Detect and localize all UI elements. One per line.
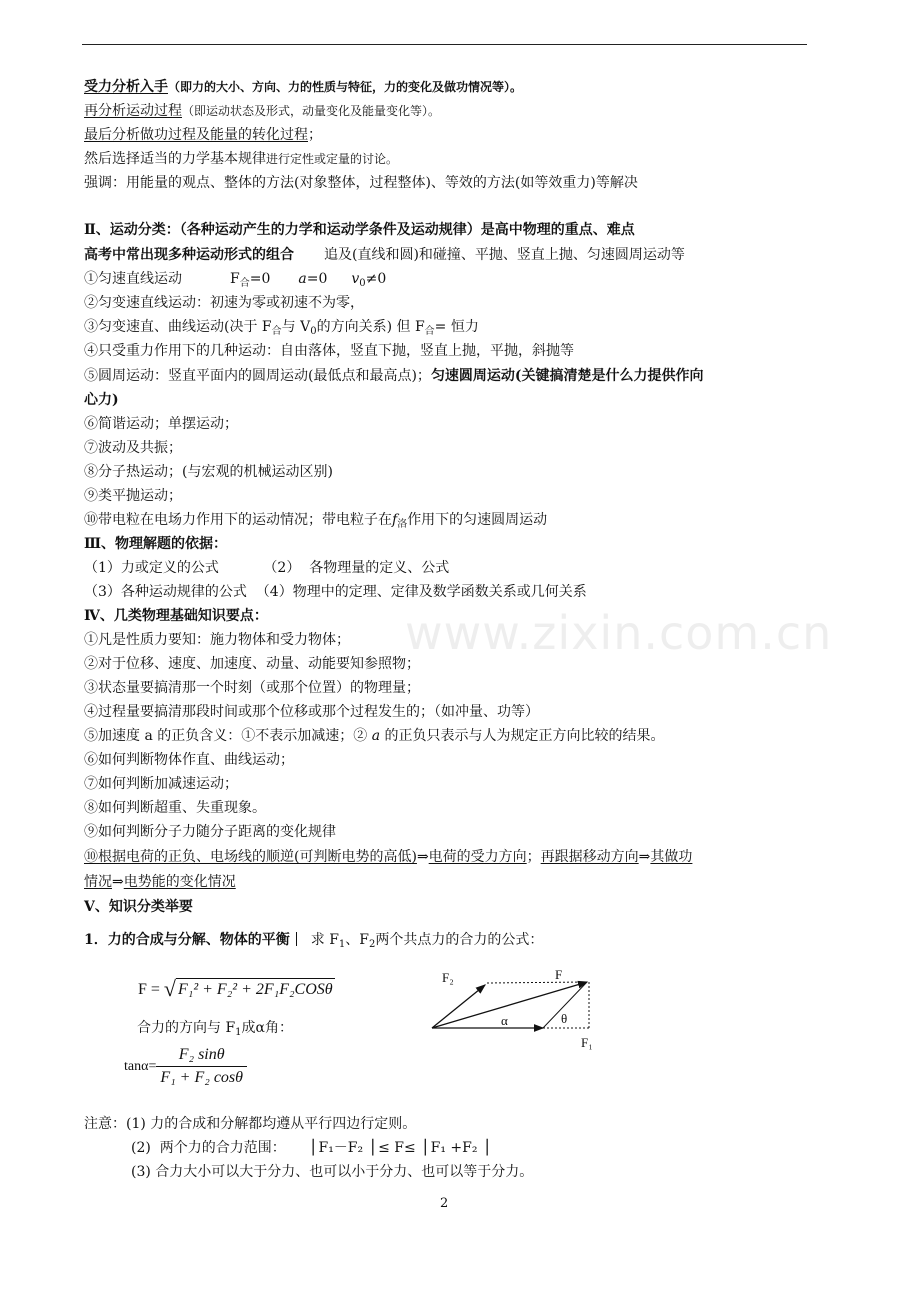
sec4-i10-c: ； <box>526 849 541 865</box>
tan-formula <box>124 1046 247 1087</box>
sec2-item-5 <box>84 366 704 386</box>
sec4-i10-f: 情况 <box>84 874 112 890</box>
sec2-i3-c: 的方向关系) 但 F <box>316 319 425 335</box>
sec4-i10-d: 再跟据移动方向 <box>540 849 639 865</box>
sec2-i3-d: = 恒力 <box>434 319 479 335</box>
sec2-i10-f: f <box>392 512 398 528</box>
sec2-i1-v0: 0 <box>359 278 366 289</box>
label-f: F <box>555 967 563 982</box>
sec2-item-7: ⑦波动及共振； <box>84 440 182 456</box>
sec4-item-3: ③状态量要搞清那一个时刻（或那个位置）的物理量； <box>84 680 420 696</box>
intro-4-b: 进行定性或定量的讨论。 <box>266 152 399 166</box>
sec2-i3-sub3: 合 <box>424 326 435 337</box>
sec2-title: Ⅱ、运动分类：（各种运动产生的力学和运动学条件及运动规律）是高中物理的重点、难点 <box>84 222 635 238</box>
resultant-formula <box>138 976 335 1002</box>
sec2-item-10 <box>84 510 547 535</box>
sec2-item-9: ⑨类平抛运动； <box>84 488 182 504</box>
page-number: 2 <box>440 1196 449 1211</box>
sec2-i10-a: ⑩带电粒在电场力作用下的运动情况；带电粒子在 <box>84 512 392 528</box>
note-3: (3) 合力大小可以大于分力、也可以小于分力、也可以等于分力。 <box>131 1164 534 1180</box>
direction-text <box>137 1018 293 1043</box>
intro-line-5: 强调：用能量的观点、整体的方法(对象整体，过程整体)、等效的方法(如等效重力)等解决 <box>84 175 638 191</box>
intro-1-note: （即力的大小、方向、力的性质与特征，力的变化及做功情况等）。 <box>168 80 523 94</box>
sec4-i10-arrow-1: ⇒ <box>416 849 429 865</box>
intro-line-2 <box>84 101 440 121</box>
formula-radicand: F₁² + F₂² + 2F₁F₂COSθ <box>176 978 335 998</box>
sec2-item-8: ⑧分子热运动；(与宏观的机械运动区别) <box>84 464 333 480</box>
sec2-item-2: ②匀变速直线运动：初速为零或初速不为零， <box>84 295 364 311</box>
sec2-subtitle <box>84 245 685 265</box>
sec4-item-10-cont <box>84 872 236 892</box>
sec2-item-4: ④只受重力作用下的几种运动：自由落体，竖直下抛，竖直上抛，平抛，斜抛等 <box>84 343 574 359</box>
label-alpha: α <box>501 1013 508 1028</box>
intro-line-3 <box>84 125 322 145</box>
sec2-i3-a: ③匀变速直、曲线运动(决于 F <box>84 319 272 335</box>
sec2-i5-b: 匀速圆周运动(关键搞清楚是什么力提供作向 <box>430 368 704 384</box>
tan-lhs: tanα= <box>124 1059 157 1075</box>
sec5-h1-bold: 1．力的合成与分解、物体的平衡 <box>84 932 290 948</box>
sec4-i5-a: ⑤加速度 a 的正负含义：①不表示加减速；② <box>84 728 368 744</box>
label-theta: θ <box>561 1011 568 1026</box>
sec2-i3-sub2: 0 <box>310 326 317 337</box>
sec2-i1-eq2: =0 <box>306 271 328 287</box>
parallelogram-top <box>487 982 587 983</box>
dir-text-s: 1 <box>235 1027 242 1038</box>
sec2-sub-bold: 高考中常出现多种运动形式的组合 <box>84 247 294 263</box>
note-1: 注意：(1) 力的合成和分解都均遵从平行四边行定则。 <box>84 1116 417 1132</box>
sec4-item-4: ④过程量要搞清那段时间或那个位移或那个过程发生的；（如冲量、功等） <box>84 704 539 720</box>
intro-4-a: 然后选择适当的力学基本规律 <box>84 151 266 167</box>
sec2-i10-b: 作用下的匀速圆周运动 <box>407 512 548 528</box>
sec2-i1-neq: ≠0 <box>365 271 387 287</box>
sec4-item-7: ⑦如何判断加减速运动； <box>84 776 238 792</box>
sec4-i10-b: 电荷的受力方向 <box>428 849 527 865</box>
sec2-i1-sub: 合 <box>239 278 250 289</box>
sec2-i1-f: F <box>230 271 240 287</box>
dir-text-a: 合力的方向与 F <box>137 1020 236 1036</box>
sec4-i5-b: 的正负只表示与人为规定正方向比较的结果。 <box>384 728 665 744</box>
sec4-i10-a: ⑩根据电荷的正负、电场线的顺逆(可判断电势的高低) <box>84 849 417 865</box>
sqrt-sign: √ <box>163 976 176 1001</box>
sec5-h1-q-c: 两个共点力的合力的公式： <box>375 932 544 948</box>
sec4-item-5 <box>84 726 665 746</box>
intro-line-4 <box>84 149 398 169</box>
sec4-i10-arrow-3: ⇒ <box>112 874 124 890</box>
sec2-i1-text: ①匀速直线运动 <box>84 271 182 287</box>
sec2-item-1 <box>84 269 386 294</box>
sec3-title: Ⅲ、物理解题的依据： <box>84 536 228 552</box>
sec4-i10-arrow-2: ⇒ <box>638 849 651 865</box>
sec4-item-8: ⑧如何判断超重、失重现象。 <box>84 800 266 816</box>
sec5-h1-q-s1: 1 <box>338 939 346 950</box>
sec2-i5-a: ⑤圆周运动：竖直平面内的圆周运动(最低点和最高点)； <box>84 368 431 384</box>
intro-3-end: ； <box>308 127 322 143</box>
sec4-item-10 <box>84 847 692 867</box>
tan-denominator: F₁ + F₂ cosθ <box>160 1069 243 1086</box>
sec4-i10-e: 其做功 <box>650 849 693 865</box>
sec3-row-1: （1）力或定义的公式 （2） 各物理量的定义、公式 <box>84 560 450 576</box>
sec2-i1-a: a <box>298 271 307 287</box>
sec5-heading-1 <box>84 930 543 955</box>
sec4-item-2: ②对于位移、速度、加速度、动量、动能要知参照物； <box>84 656 420 672</box>
intro-2-note: （即运动状态及形式，动量变化及能量变化等）。 <box>182 104 441 118</box>
sec2-item-5-cont: 心力) <box>84 392 119 408</box>
sec4-item-1: ①凡是性质力要知：施力物体和受力物体； <box>84 632 350 648</box>
intro-line-1 <box>84 77 522 97</box>
sec2-i3-sub1: 合 <box>271 326 282 337</box>
watermark: www.zixin.com.cn <box>405 606 833 660</box>
f2-vector <box>432 985 485 1028</box>
label-f2: F₂ <box>442 970 454 985</box>
sec4-title: Ⅳ、几类物理基础知识要点： <box>84 608 268 624</box>
sec4-i5-it: a <box>371 728 381 744</box>
sec3-row-2: （3）各种运动规律的公式 （4）物理中的定理、定律及数学函数关系或几何关系 <box>84 584 587 600</box>
sec5-h1-q-b: 、F <box>345 932 370 948</box>
sec2-i3-b: 与 V <box>281 319 311 335</box>
header-rule <box>82 44 807 45</box>
tan-fraction <box>156 1046 247 1087</box>
tan-numerator: F₂ sinθ <box>156 1046 247 1067</box>
sec2-i1-v: v <box>351 271 360 287</box>
formula-lhs: F = <box>138 981 160 998</box>
sec4-item-6: ⑥如何判断物体作直、曲线运动； <box>84 752 294 768</box>
sec5-h1-q-s2: 2 <box>369 939 376 950</box>
sec4-i10-g: 电势能的变化情况 <box>123 874 236 890</box>
sec2-item-6: ⑥简谐运动；单摆运动； <box>84 416 238 432</box>
sec4-item-9: ⑨如何判断分子力随分子距离的变化规律 <box>84 824 336 840</box>
note-2: (2) 两个力的合力范围： ⎪F₁－F₂ ⎪≤ F≤ ⎪F₁ +F₂ ⎪ <box>131 1140 493 1156</box>
sec2-item-3 <box>84 317 479 342</box>
sec2-i1-eq1: =0 <box>249 271 271 287</box>
intro-1-main: 受力分析入手 <box>84 79 168 95</box>
sec5-h1-q-a: 求 F <box>310 932 339 948</box>
intro-3-main: 最后分析做功过程及能量的转化过程 <box>84 127 308 143</box>
dir-text-b: 成α角： <box>241 1020 294 1036</box>
sec2-sub-rest: 追及(直线和圆)和碰撞、平抛、竖直上抛、匀速圆周运动等 <box>324 247 685 263</box>
sec5-title: V、知识分类举要 <box>84 899 193 915</box>
label-f1: F₁ <box>581 1035 593 1050</box>
sec2-i10-sub: 洛 <box>397 519 408 530</box>
intro-2-main: 再分析运动过程 <box>84 103 182 119</box>
